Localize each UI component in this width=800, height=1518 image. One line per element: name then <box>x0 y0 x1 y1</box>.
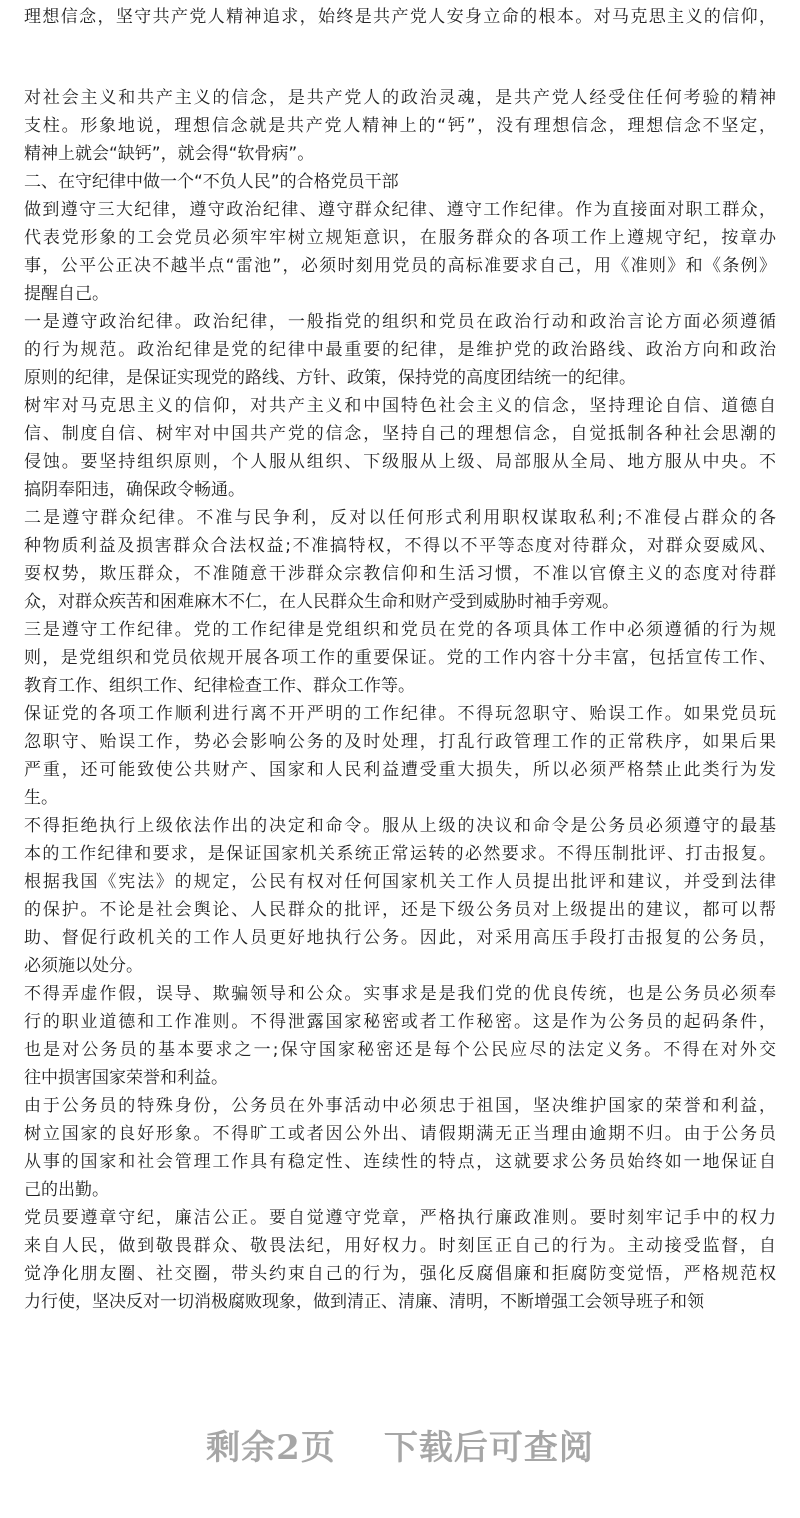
text-line: 支柱。形象地说，理想信念就是共产党人精神上的“钙”，没有理想信念，理想信念不坚定， <box>24 116 776 136</box>
text-line: 代表党形象的工会党员必须牢牢树立规矩意识，在服务群众的各项工作上遵规守纪，按章办 <box>24 228 776 248</box>
paragraph <box>24 84 776 168</box>
text-line: 来自人民，做到敬畏群众、敬畏法纪，用好权力。时刻匡正自己的行为。主动接受监督，自 <box>24 1236 776 1256</box>
text-line: 一是遵守政治纪律。政治纪律，一般指党的组织和党员在政治行动和政治言论方面必须遵循 <box>24 312 776 332</box>
text-line: 往中损害国家荣誉和利益。 <box>24 1068 228 1088</box>
text-line: 信、制度自信、树牢对中国共产党的信念，坚持自己的理想信念，自觉抵制各种社会思潮的 <box>24 424 776 444</box>
text-line: 由于公务员的特殊身份，公务员在外事活动中必须忠于祖国，坚决维护国家的荣誉和利益， <box>24 1096 776 1116</box>
download-to-view-label: 下载后可查阅 <box>383 1428 594 1468</box>
text-line: 不得弄虚作假，误导、欺骗领导和公众。实事求是是我们党的优良传统，也是公务员必须奉 <box>24 984 776 1004</box>
text-line: 做到遵守三大纪律，遵守政治纪律、遵守群众纪律、遵守工作纪律。作为直接面对职工群众， <box>24 200 776 220</box>
paragraph <box>24 308 776 392</box>
text-line: 提醒自己。 <box>24 284 109 304</box>
top-line: 理想信念，坚守共产党人精神追求，始终是共产党人安身立命的根本。对马克思主义的信仰， <box>24 7 776 27</box>
text-line: 忽职守、贻误工作，势必会影响公务的及时处理，打乱行政管理工作的正常秩序，如果后果 <box>24 732 776 752</box>
text-line: 行的职业道德和工作准则。不得泄露国家秘密或者工作秘密。这是作为公务员的起码条件， <box>24 1012 776 1032</box>
text-line: 不得拒绝执行上级依法作出的决定和命令。服从上级的决议和命令是公务员必须遵守的最基 <box>24 816 776 836</box>
text-line: 必须施以处分。 <box>24 956 143 976</box>
text-line: 的保护。不论是社会舆论、人民群众的批评，还是下级公务员对上级提出的建议，都可以帮 <box>24 900 776 920</box>
paragraph <box>24 980 776 1092</box>
document-body <box>24 84 776 1316</box>
paragraph <box>24 1204 776 1316</box>
text-line: 根据我国《宪法》的规定，公民有权对任何国家机关工作人员提出批评和建议，并受到法律 <box>24 872 776 892</box>
text-line: 三是遵守工作纪律。党的工作纪律是党组织和党员在党的各项具体工作中必须遵循的行为规 <box>24 620 776 640</box>
text-line: 耍权势，欺压群众，不准随意干涉群众宗教信仰和生活习惯，不准以官僚主义的态度对待群 <box>24 564 776 584</box>
text-line: 搞阴奉阳违，确保政令畅通。 <box>24 480 245 500</box>
text-line: 生。 <box>24 788 58 808</box>
text-line: 本的工作纪律和要求，是保证国家机关系统正常运转的必然要求。不得压制批评、打击报复。 <box>24 844 776 864</box>
text-line: 事，公平公正决不越半点“雷池”，必须时刻用党员的高标准要求自己，用《准则》和《条例》 <box>24 256 776 276</box>
text-line: 众，对群众疾苦和困难麻木不仁，在人民群众生命和财产受到威胁时袖手旁观。 <box>24 592 619 612</box>
paragraph <box>24 392 776 504</box>
text-line: 对社会主义和共产主义的信念，是共产党人的政治灵魂，是共产党人经受住任何考验的精神 <box>24 88 776 108</box>
text-line: 也是对公务员的基本要求之一;保守国家秘密还是每个公民应尽的法定义务。不得在对外交 <box>24 1040 776 1060</box>
text-line: 助、督促行政机关的工作人员更好地执行公务。因此，对采用高压手段打击报复的公务员， <box>24 928 776 948</box>
download-prompt[interactable] <box>0 1420 800 1469</box>
text-line: 二是遵守群众纪律。不准与民争利，反对以任何形式利用职权谋取私利;不准侵占群众的各 <box>24 508 776 528</box>
text-line: 侵蚀。要坚持组织原则，个人服从组织、下级服从上级、局部服从全局、地方服从中央。不 <box>24 452 776 472</box>
text-line: 己的出勤。 <box>24 1180 109 1200</box>
text-line: 教育工作、组织工作、纪律检查工作、群众工作等。 <box>24 676 415 696</box>
paragraph <box>24 812 776 980</box>
text-line: 觉净化朋友圈、社交圈，带头约束自己的行为，强化反腐倡廉和拒腐防变觉悟，严格规范权 <box>24 1264 776 1284</box>
text-line: 力行使，坚决反对一切消极腐败现象，做到清正、清廉、清明，不断增强工会领导班子和领 <box>24 1292 704 1312</box>
text-line: 严重，还可能致使公共财产、国家和人民利益遭受重大损失，所以必须严格禁止此类行为发 <box>24 760 776 780</box>
text-line: 原则的纪律，是保证实现党的路线、方针、政策，保持党的高度团结统一的纪律。 <box>24 368 636 388</box>
remaining-pages-label: 剩余2页 <box>206 1428 336 1468</box>
text-line: 从事的国家和社会管理工作具有稳定性、连续性的特点，这就要求公务员始终如一地保证自 <box>24 1152 776 1172</box>
text-line: 保证党的各项工作顺利进行离不开严明的工作纪律。不得玩忽职守、贻误工作。如果党员玩 <box>24 704 776 724</box>
paragraph <box>24 1092 776 1204</box>
text-line: 树立国家的良好形象。不得旷工或者因公外出、请假期满无正当理由逾期不归。由于公务员 <box>24 1124 776 1144</box>
text-line: 树牢对马克思主义的信仰，对共产主义和中国特色社会主义的信念，坚持理论自信、道德自 <box>24 396 776 416</box>
paragraph <box>24 196 776 308</box>
text-line: 的行为规范。政治纪律是党的纪律中最重要的纪律，是维护党的政治路线、政治方向和政治 <box>24 340 776 360</box>
text-line: 种物质利益及损害群众合法权益;不准搞特权，不得以不平等态度对待群众，对群众耍威风、 <box>24 536 776 556</box>
text-line: 则，是党组织和党员依规开展各项工作的重要保证。党的工作内容十分丰富，包括宣传工作、 <box>24 648 776 668</box>
text-line: 党员要遵章守纪，廉洁公正。要自觉遵守党章，严格执行廉政准则。要时刻牢记手中的权力 <box>24 1208 776 1228</box>
paragraph <box>24 616 776 700</box>
paragraph <box>24 168 776 196</box>
text-line: 二、在守纪律中做一个“不负人民”的合格党员干部 <box>24 172 399 192</box>
text-line: 精神上就会“缺钙”，就会得“软骨病”。 <box>24 144 315 164</box>
paragraph <box>24 700 776 812</box>
paragraph <box>24 504 776 616</box>
